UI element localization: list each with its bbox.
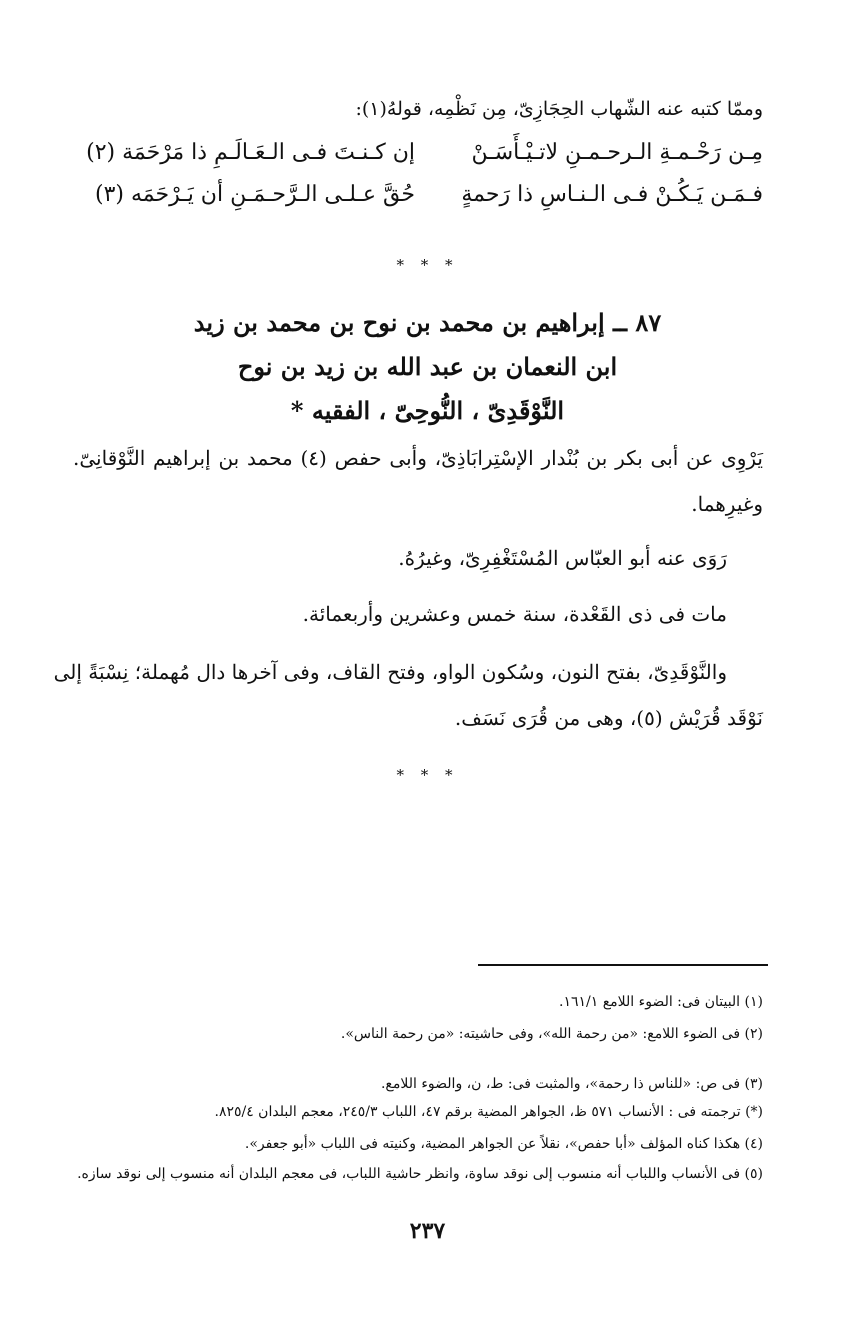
paragraph-nisba: والنَّوْقَدِىّ، بفتح النون، وسُكون الواو، وفتح القاف، وفى آخرها دال مُهملة؛ نِسْبَةً إلى (53, 660, 727, 684)
footnote: (٢) فى الضوء اللامع: «من رحمة الله»، وفى حاشيته: «من رحمة الناس». (340, 1026, 763, 1042)
entry-heading-line-2: ابن النعمان بن عبد الله بن زيد بن نوح (237, 352, 618, 381)
footnote: (٤) هكذا كناه المؤلف «أبا حفص»، نقلاً عن الجواهر المضية، وكنيته فى اللباب «أبو جعفر». (244, 1136, 763, 1152)
poem-intro: وممّا كتبه عنه الشّهاب الحِجَازِىّ، مِن نَظْمِه، قولهُ(١): (355, 98, 763, 120)
footnote: (*) ترجمته فى : الأنساب ٥٧١ ظ، الجواهر المضية برقم ٤٧، اللباب ٢٤٥/٣، معجم البلدان ٨٢٥/٤. (214, 1104, 763, 1120)
page-number: ٢٣٧ (409, 1218, 446, 1244)
section-separator: * * * (396, 766, 459, 784)
paragraph-nisba-continued: نَوْقَد قُرَيْش (٥)، وهى من قُرَى نَسَف. (454, 706, 763, 730)
verse-2-second-hemistich: حُقَّ عـلـى الـرَّحـمَـنِ أن يَـرْحَمَه (٣) (95, 182, 415, 207)
section-separator: * * * (396, 256, 459, 274)
verse-1-second-hemistich: إن كـنـتَ فـى الـعَـالَـمِ ذا مَرْحَمَة (٢) (86, 140, 415, 165)
paragraph-narrates-from: يَرْوِى عن أبى بكر بن بُنْدار الإسْتِرابَاذِىّ، وأبى حفص (٤) محمد بن إبراهيم النَّوْقانِىّ. (73, 446, 763, 470)
verse-1-first-hemistich: مِـن رَحْـمـةِ الـرحـمـنِ لاتـيْـأَسَـنْ (471, 140, 763, 165)
footnote: (١) البيتان فى: الضوء اللامع ١٦١/١. (559, 994, 763, 1010)
entry-heading-line-3: النَّوْقَدِىّ ، النُّوحِىّ ، الفقيه * (290, 396, 565, 425)
footnote-divider (478, 964, 768, 966)
footnote: (٥) فى الأنساب واللباب أنه منسوب إلى نوقد ساوة، وانظر حاشية اللباب، فى معجم البلدان أنه منسوب إلى نوقد سازه. (77, 1166, 763, 1182)
verse-2-first-hemistich: فـمَـن يَـكُـنْ فـى الـنـاسِ ذا رَحمةٍ (461, 182, 763, 207)
entry-heading-line-1: ٨٧ ــ إبراهيم بن محمد بن نوح بن محمد بن زيد (193, 308, 662, 337)
footnote: (٣) فى ص: «للناس ذا رحمة»، والمثبت فى: ط، ن، والضوء اللامع. (380, 1076, 763, 1092)
paragraph-death: مات فى ذى القَعْدة، سنة خمس وعشرين وأربعمائة. (302, 602, 727, 626)
paragraph-narrates-from-continued: وغيرِهما. (691, 492, 763, 516)
paragraph-narrated-by: رَوَى عنه أبو العبّاس المُسْتَغْفِرِىّ، وغيرُهُ. (398, 546, 727, 570)
